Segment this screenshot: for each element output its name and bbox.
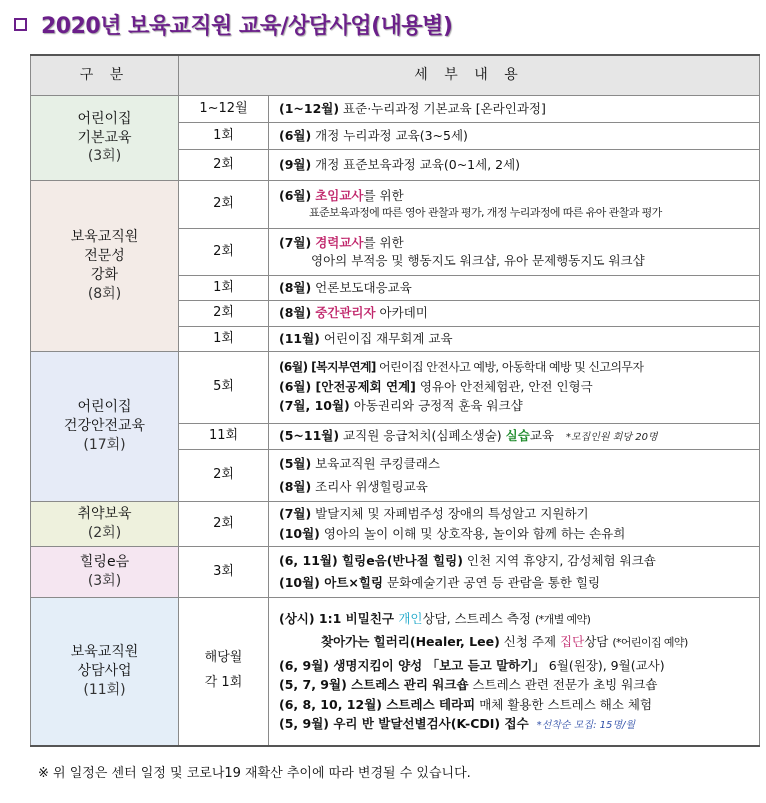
detail-cell: (6월) 개정 누리과정 교육(3~5세) xyxy=(269,123,760,150)
header-category: 구 분 xyxy=(31,55,179,96)
freq-cell: 1회 xyxy=(179,276,269,301)
freq-cell: 해당월 각 1회 xyxy=(179,598,269,746)
detail-cell: (5월) 보육교직원 쿠킹클래스 (8월) 조리사 위생힐링교육 xyxy=(269,450,760,502)
table-row xyxy=(31,547,760,598)
detail-cell: (5~11월) 교직원 응급처치(심폐소생술) 실습교육 *모집인원 회당 20명 xyxy=(269,424,760,450)
freq-cell: 5회 xyxy=(179,352,269,424)
detail-cell: (9월) 개정 표준보육과정 교육(0~1세, 2세) xyxy=(269,150,760,181)
table-header xyxy=(31,55,760,96)
freq-cell: 2회 xyxy=(179,150,269,181)
detail-cell: (1~12월) 표준·누리과정 기본교육 [온라인과정] xyxy=(269,96,760,123)
category-cell: 어린이집 기본교육 (3회) xyxy=(31,96,179,181)
category-cell: 어린이집 건강안전교육 (17회) xyxy=(31,352,179,502)
table-row xyxy=(31,502,760,547)
freq-cell: 2회 xyxy=(179,502,269,547)
footer-note: ※ 위 일정은 센터 일정 및 코로나19 재확산 추이에 따라 변경될 수 있습니다. xyxy=(38,766,471,781)
detail-cell: (6월) 초임교사를 위한 표준보육과정에 따른 영아 관찰과 평가, 개정 누리과정에 따른 유아 관찰과 평가 xyxy=(269,181,760,229)
page-title xyxy=(14,4,452,44)
detail-cell: (8월) 언론보도대응교육 xyxy=(269,276,760,301)
freq-cell: 1회 xyxy=(179,123,269,150)
detail-cell: (상시) 1:1 비밀친구 개인상담, 스트레스 측정 (*개별 예약) 찾아가는 힐러리(Healer, Lee) 신청 주제 집단상담 (*어린이집 예약) (6, 9월) 생명지킴이 양성 「보고 듣고 말하기」 6월(원장), 9월(교사) (5, 7, 9월) 스트레스 관리 워크숍 스트레스 관련 전문가 초빙 워크숍 (6, 8, 10, 12월) 스트레스 테라피 매체 활용한 스트레스 해소 체험 (5, 9월) 우리 반 발달선별검사(K-CDI) 접수 *선착순 모집: 15명/월 xyxy=(269,598,760,746)
category-cell: 보육교직원 상담사업 (11회) xyxy=(31,598,179,746)
header-detail: 세 부 내 용 xyxy=(179,55,760,96)
freq-cell: 1회 xyxy=(179,327,269,352)
checkbox-bullet-icon xyxy=(14,18,27,31)
freq-cell: 2회 xyxy=(179,450,269,502)
freq-cell: 1~12월 xyxy=(179,96,269,123)
detail-cell: (8월) 중간관리자 아카데미 xyxy=(269,301,760,327)
table-row xyxy=(31,352,760,424)
category-cell: 취약보육 (2회) xyxy=(31,502,179,547)
table-row xyxy=(31,181,760,229)
detail-cell: (6, 11월) 힐링e음(반나절 힐링) 인천 지역 휴양지, 감성체험 워크숍 (10월) 아트×힐링 문화예술기관 공연 등 관람을 통한 힐링 xyxy=(269,547,760,598)
freq-cell: 2회 xyxy=(179,301,269,327)
detail-cell: (7월) 경력교사를 위한 영아의 부적응 및 행동지도 워크샵, 유아 문제행동지도 워크샵 xyxy=(269,229,760,276)
freq-cell: 2회 xyxy=(179,229,269,276)
detail-cell: (6월) [복지부연계] 어린이집 안전사고 예방, 아동학대 예방 및 신고의무자 (6월) [안전공제회 연계] 영유아 안전체험관, 안전 인형극 (7월, 10월) 아동권리와 긍정적 훈육 워크샵 xyxy=(269,352,760,424)
detail-cell: (7월) 발달지체 및 자폐범주성 장애의 특성알고 지원하기 (10월) 영아의 놀이 이해 및 상호작용, 놀이와 함께 하는 손유희 xyxy=(269,502,760,547)
freq-cell: 2회 xyxy=(179,181,269,229)
category-cell: 보육교직원 전문성 강화 (8회) xyxy=(31,181,179,352)
table-row xyxy=(31,598,760,746)
freq-cell: 11회 xyxy=(179,424,269,450)
title-text: 2020년 보육교직원 교육/상담사업(내용별) xyxy=(41,13,453,39)
category-cell: 힐링e음 (3회) xyxy=(31,547,179,598)
table-row xyxy=(31,96,760,123)
freq-cell: 3회 xyxy=(179,547,269,598)
schedule-table xyxy=(30,54,760,747)
detail-cell: (11월) 어린이집 재무회계 교육 xyxy=(269,327,760,352)
